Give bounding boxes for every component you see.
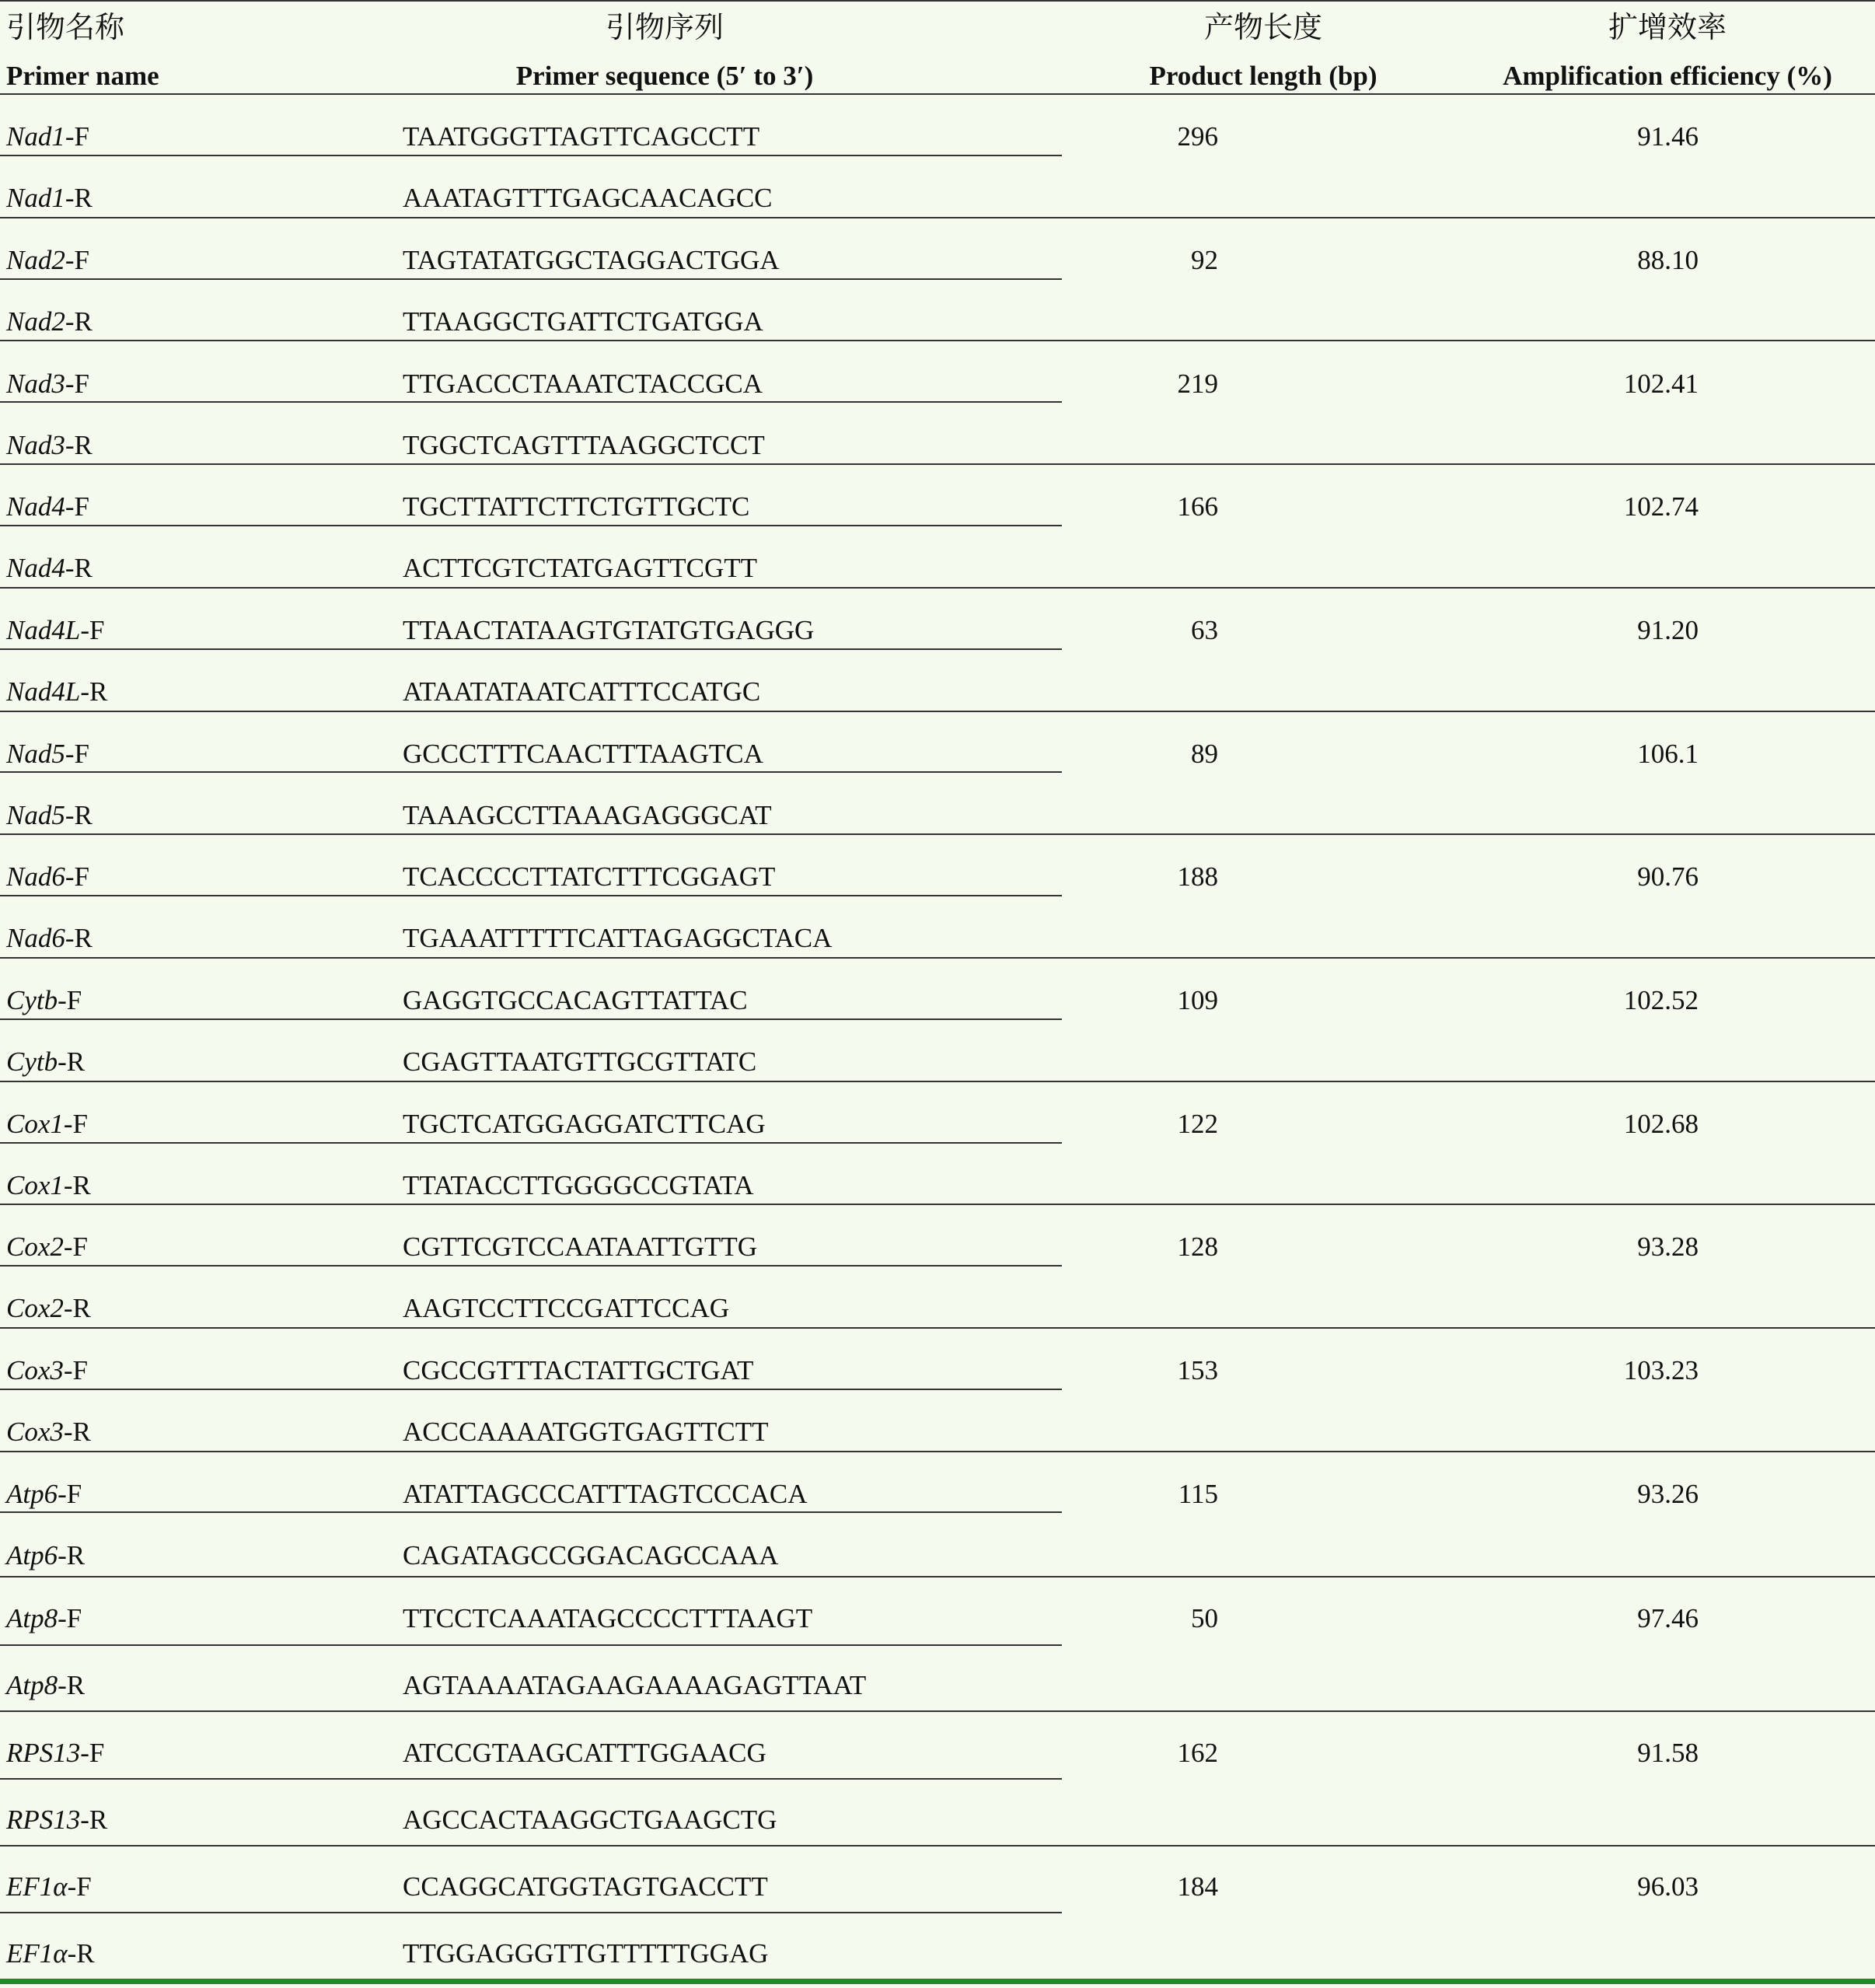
primer-suffix: -R	[65, 430, 93, 460]
row-separator-partial	[0, 1644, 1062, 1646]
row-separator	[0, 957, 1875, 959]
row-separator-partial	[0, 648, 1062, 650]
primer-sequence-reverse: ACTTCGTCTATGAGTTCGTT	[403, 553, 758, 583]
primer-sequence-forward: TGCTTATTCTTCTGTTGCTC	[403, 491, 750, 522]
gene-name: Atp6	[6, 1540, 58, 1570]
primer-name-forward	[6, 1739, 104, 1766]
amplification-efficiency: 93.26	[1637, 1479, 1699, 1509]
primer-sequence-forward: GCCCTTTCAACTTTAAGTCA	[403, 739, 763, 769]
primer-name-forward	[6, 246, 89, 274]
primer-name-reverse	[6, 1940, 95, 1967]
primer-suffix: -F	[58, 985, 82, 1015]
gene-name: Cytb	[6, 1046, 58, 1077]
primer-name-reverse	[6, 1294, 91, 1322]
header-seq-en: Primer sequence (5′ to 3′)	[515, 61, 814, 91]
primer-suffix: -R	[63, 1417, 91, 1447]
primer-suffix: -F	[65, 861, 89, 892]
product-length: 166	[1177, 491, 1218, 522]
amplification-efficiency: 102.74	[1623, 491, 1699, 522]
primer-suffix: -F	[80, 615, 105, 645]
primer-sequence-reverse: AAGTCCTTCCGATTCCAG	[403, 1293, 730, 1323]
row-separator	[0, 463, 1875, 465]
product-length: 219	[1177, 369, 1218, 399]
primer-suffix: -F	[63, 1232, 89, 1262]
primer-sequence-forward: TAGTATATGGCTAGGACTGGA	[403, 245, 780, 275]
gene-name: Nad5	[6, 800, 65, 830]
row-separator	[0, 217, 1875, 218]
primer-sequence-forward: TTGACCCTAAATCTACCGCA	[403, 369, 763, 399]
primer-sequence-reverse: CGAGTTAATGTTGCGTTATC	[403, 1046, 757, 1077]
primer-sequence-forward: TAATGGGTTAGTTCAGCCTT	[403, 121, 760, 152]
primer-suffix: -R	[65, 923, 93, 953]
primer-sequence-reverse: TTAAGGCTGATTCTGATGGA	[403, 306, 763, 337]
header-rule	[0, 93, 1875, 95]
primer-name-reverse	[6, 1672, 85, 1699]
primer-suffix: -R	[58, 1670, 86, 1700]
row-separator	[0, 1451, 1875, 1452]
amplification-efficiency: 103.23	[1623, 1355, 1699, 1385]
primer-name-reverse	[6, 1172, 91, 1199]
primer-suffix: -R	[65, 800, 93, 830]
row-separator-partial	[0, 1142, 1062, 1144]
gene-name: Nad6	[6, 923, 65, 953]
gene-name: RPS13	[6, 1738, 81, 1768]
header-seq-cn: 引物序列	[605, 12, 724, 44]
product-length: 153	[1177, 1355, 1218, 1385]
header-length-cn: 产物长度	[1203, 12, 1322, 44]
amplification-efficiency: 91.20	[1637, 615, 1699, 645]
row-separator	[0, 1327, 1875, 1329]
gene-name: Cytb	[6, 985, 58, 1015]
gene-name: Cox1	[6, 1170, 64, 1200]
row-separator	[0, 711, 1875, 712]
primer-name-reverse	[6, 184, 93, 211]
row-separator	[0, 833, 1875, 835]
gene-name: Nad1	[6, 183, 65, 213]
primer-name-reverse	[6, 678, 107, 705]
header-name-cn: 引物名称	[6, 12, 125, 44]
product-length: 115	[1178, 1479, 1218, 1509]
primer-name-forward	[6, 1357, 88, 1384]
gene-name: Atp8	[6, 1603, 58, 1633]
primer-sequence-reverse: AGCCACTAAGGCTGAAGCTG	[403, 1805, 777, 1835]
product-length: 63	[1191, 615, 1218, 645]
amplification-efficiency: 97.46	[1637, 1603, 1699, 1633]
primer-suffix: -R	[63, 1293, 91, 1323]
primer-suffix: -R	[80, 1805, 108, 1835]
row-separator	[0, 1204, 1875, 1205]
row-separator-partial	[0, 1912, 1062, 1913]
primer-sequence-forward: CGTTCGTCCAATAATTGTTG	[403, 1232, 758, 1262]
row-separator-partial	[0, 1018, 1062, 1020]
amplification-efficiency: 90.76	[1637, 861, 1699, 892]
primer-name-forward	[6, 863, 89, 890]
row-separator-partial	[0, 1511, 1062, 1513]
primer-sequence-forward: TCACCCCTTATCTTTCGGAGT	[403, 861, 776, 892]
gene-name: Nad5	[6, 739, 65, 769]
product-length: 50	[1191, 1603, 1218, 1633]
row-separator-partial	[0, 278, 1062, 280]
table-bottom-rule	[0, 1979, 1875, 1984]
product-length: 128	[1177, 1232, 1218, 1262]
primer-sequence-forward: ATATTAGCCCATTTAGTCCCACA	[403, 1479, 808, 1509]
primer-sequence-reverse: TAAAGCCTTAAAGAGGGCAT	[403, 800, 772, 830]
table-top-rule	[0, 0, 1875, 2]
primer-suffix: -R	[65, 183, 93, 213]
primer-name-reverse	[6, 554, 93, 582]
primer-sequence-reverse: CAGATAGCCGGACAGCCAAA	[403, 1540, 779, 1570]
row-separator	[0, 1576, 1875, 1577]
primer-name-forward	[6, 370, 89, 397]
header-name-en: Primer name	[6, 61, 159, 91]
row-separator-partial	[0, 155, 1062, 156]
gene-name: Nad3	[6, 369, 65, 399]
gene-name: Nad4L	[6, 615, 81, 645]
row-separator	[0, 1081, 1875, 1082]
header-efficiency-cn: 扩增效率	[1608, 12, 1727, 44]
primer-name-forward	[6, 740, 89, 767]
gene-name: Cox2	[6, 1232, 64, 1262]
amplification-efficiency: 102.68	[1623, 1109, 1699, 1139]
primer-sequence-forward: TGCTCATGGAGGATCTTCAG	[403, 1109, 766, 1139]
product-length: 109	[1177, 985, 1218, 1015]
primer-suffix: -R	[80, 676, 108, 707]
gene-name: Nad4	[6, 553, 65, 583]
gene-name: Nad4L	[6, 676, 81, 707]
amplification-efficiency: 88.10	[1637, 245, 1699, 275]
row-separator-partial	[0, 895, 1062, 896]
amplification-efficiency: 91.46	[1637, 121, 1699, 152]
primer-sequence-reverse: TTGGAGGGTTGTTTTTGGAG	[403, 1938, 769, 1969]
product-length: 89	[1191, 739, 1218, 769]
primer-suffix: -F	[58, 1603, 82, 1633]
primer-suffix: -F	[58, 1479, 82, 1509]
gene-name: EF1α	[6, 1871, 68, 1902]
primer-sequence-reverse: TGGCTCAGTTTAAGGCTCCT	[403, 430, 765, 460]
primer-suffix: -F	[65, 739, 89, 769]
gene-name: Nad3	[6, 430, 65, 460]
primer-name-forward	[6, 1110, 88, 1137]
amplification-efficiency: 102.52	[1623, 985, 1699, 1015]
header-efficiency-en: Amplification efficiency (%)	[1503, 61, 1832, 91]
amplification-efficiency: 106.1	[1637, 739, 1699, 769]
primer-sequence-reverse: ATAATATAATCATTTCCATGC	[403, 676, 761, 707]
primer-suffix: -R	[65, 553, 93, 583]
primer-name-reverse	[6, 1542, 85, 1569]
row-separator-partial	[0, 401, 1062, 403]
row-separator	[0, 340, 1875, 341]
amplification-efficiency: 93.28	[1637, 1232, 1699, 1262]
primer-name-reverse	[6, 802, 93, 829]
product-length: 92	[1191, 245, 1218, 275]
row-separator-partial	[0, 525, 1062, 526]
row-separator	[0, 1710, 1875, 1712]
primer-suffix: -F	[63, 1355, 89, 1385]
gene-name: Cox2	[6, 1293, 64, 1323]
row-separator-partial	[0, 1389, 1062, 1390]
gene-name: Cox1	[6, 1109, 64, 1139]
gene-name: Nad6	[6, 861, 65, 892]
primer-name-forward	[6, 1605, 82, 1632]
primer-suffix: -R	[63, 1170, 91, 1200]
primer-sequence-forward: CGCCGTTTACTATTGCTGAT	[403, 1355, 754, 1385]
primer-sequence-reverse: TGAAATTTTTCATTAGAGGCTACA	[403, 923, 833, 953]
primer-name-forward	[6, 1233, 88, 1260]
product-length: 184	[1177, 1871, 1218, 1902]
primer-sequence-reverse: AGTAAAATAGAAGAAAAGAGTTAAT	[403, 1670, 867, 1700]
gene-name: EF1α	[6, 1938, 68, 1969]
gene-name: Nad2	[6, 245, 65, 275]
primer-suffix: -F	[65, 245, 89, 275]
row-separator	[0, 1845, 1875, 1846]
row-separator-partial	[0, 1778, 1062, 1780]
primer-name-forward	[6, 987, 82, 1014]
amplification-efficiency: 91.58	[1637, 1738, 1699, 1768]
primer-name-forward	[6, 1480, 82, 1508]
primer-name-reverse	[6, 1048, 85, 1075]
gene-name: RPS13	[6, 1805, 81, 1835]
primer-sequence-forward: ATCCGTAAGCATTTGGAACG	[403, 1738, 766, 1768]
gene-name: Nad1	[6, 121, 65, 152]
primer-suffix: -F	[67, 1871, 92, 1902]
primer-name-reverse	[6, 924, 93, 952]
product-length: 122	[1177, 1109, 1218, 1139]
row-separator	[0, 587, 1875, 589]
row-separator-partial	[0, 771, 1062, 773]
amplification-efficiency: 102.41	[1623, 369, 1699, 399]
primer-name-reverse	[6, 1806, 107, 1833]
primer-sequence-forward: GAGGTGCCACAGTTATTAC	[403, 985, 748, 1015]
product-length: 188	[1177, 861, 1218, 892]
primer-suffix: -R	[58, 1046, 86, 1077]
gene-name: Cox3	[6, 1417, 64, 1447]
primer-sequence-reverse: ACCCAAAATGGTGAGTTCTT	[403, 1417, 769, 1447]
primer-suffix: -F	[65, 121, 89, 152]
primer-sequence-forward: TTAACTATAAGTGTATGTGAGGG	[403, 615, 815, 645]
primer-suffix: -R	[67, 1938, 95, 1969]
gene-name: Cox3	[6, 1355, 64, 1385]
primer-sequence-reverse: TTATACCTTGGGGCCGTATA	[403, 1170, 754, 1200]
primer-suffix: -R	[65, 306, 93, 337]
gene-name: Nad2	[6, 306, 65, 337]
product-length: 296	[1177, 121, 1218, 152]
header-length-en: Product length (bp)	[1149, 61, 1377, 91]
primer-suffix: -F	[63, 1109, 89, 1139]
primer-name-forward	[6, 493, 89, 520]
primer-sequence-forward: CCAGGCATGGTAGTGACCTT	[403, 1871, 768, 1902]
gene-name: Nad4	[6, 491, 65, 522]
amplification-efficiency: 96.03	[1637, 1871, 1699, 1902]
primer-name-reverse	[6, 308, 93, 335]
primer-name-reverse	[6, 431, 93, 459]
primer-name-forward	[6, 617, 104, 644]
primer-suffix: -F	[80, 1738, 105, 1768]
primer-suffix: -F	[65, 369, 89, 399]
row-separator-partial	[0, 1265, 1062, 1267]
primer-name-forward	[6, 123, 89, 150]
product-length: 162	[1177, 1738, 1218, 1768]
gene-name: Atp8	[6, 1670, 58, 1700]
gene-name: Atp6	[6, 1479, 58, 1509]
primer-sequence-forward: TTCCTCAAATAGCCCCTTTAAGT	[403, 1603, 813, 1633]
primer-name-forward	[6, 1873, 92, 1900]
primer-name-reverse	[6, 1418, 91, 1445]
primer-suffix: -F	[65, 491, 89, 522]
primer-sequence-reverse: AAATAGTTTGAGCAACAGCC	[403, 183, 773, 213]
primer-suffix: -R	[58, 1540, 86, 1570]
